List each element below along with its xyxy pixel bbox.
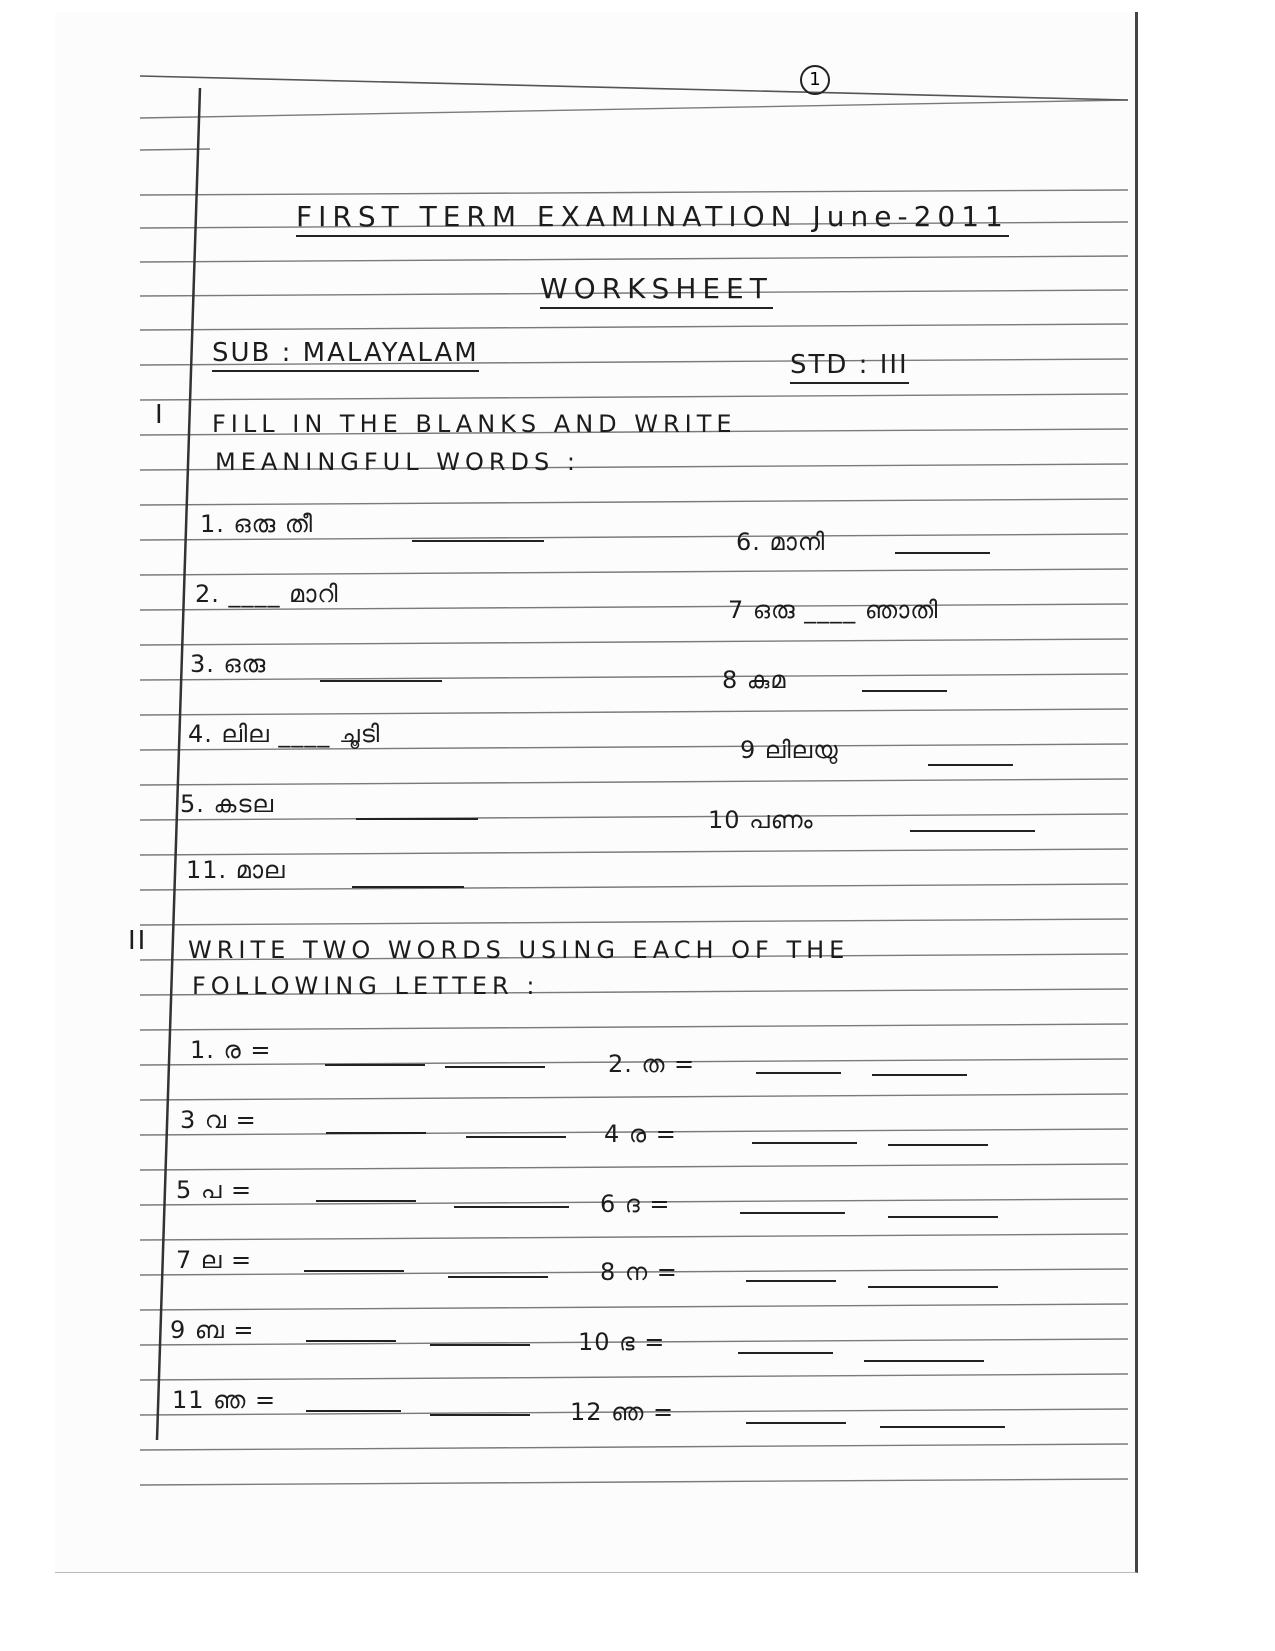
letter-item-1: 1. ര = [190, 1036, 272, 1064]
standard-label: STD : III [790, 350, 909, 384]
fill-item-10: 10 പണം [708, 806, 814, 834]
answer-blank[interactable] [928, 764, 1013, 766]
letter-item-9: 9 ബ = [170, 1316, 255, 1344]
fill-item-4: 4. ലില ____ ചൂടി [188, 720, 381, 748]
fill-item-6: 6. മാനി [736, 528, 826, 556]
letter-item-3: 3 വ = [180, 1106, 257, 1134]
fill-item-11: 11. മാല [186, 856, 286, 884]
answer-blank[interactable] [880, 1426, 1005, 1428]
letter-item-6: 6 ദ = [600, 1190, 671, 1218]
answer-blank[interactable] [910, 830, 1035, 832]
answer-blank[interactable] [356, 818, 478, 820]
answer-blank[interactable] [756, 1072, 841, 1074]
answer-blank[interactable] [325, 1064, 425, 1066]
letter-item-12: 12 ഞ = [570, 1398, 675, 1426]
answer-blank[interactable] [872, 1074, 967, 1076]
letter-item-5: 5 പ = [176, 1176, 253, 1204]
answer-blank[interactable] [412, 540, 544, 542]
fill-item-8: 8 കുമ [722, 666, 787, 694]
fill-item-5: 5. കടല [180, 790, 275, 818]
answer-blank[interactable] [888, 1216, 998, 1218]
answer-blank[interactable] [445, 1066, 545, 1068]
answer-blank[interactable] [746, 1422, 846, 1424]
answer-blank[interactable] [306, 1340, 396, 1342]
answer-blank[interactable] [306, 1410, 401, 1412]
answer-blank[interactable] [430, 1344, 530, 1346]
answer-blank[interactable] [888, 1144, 988, 1146]
section-2-heading-cont: FOLLOWING LETTER : [192, 972, 540, 1000]
answer-blank[interactable] [430, 1414, 530, 1416]
fill-item-2: 2. ____ മാറി [195, 580, 339, 608]
letter-item-2: 2. ത = [608, 1050, 696, 1078]
fill-item-9: 9 ലിലയു [740, 736, 839, 764]
answer-blank[interactable] [466, 1136, 566, 1138]
answer-blank[interactable] [316, 1200, 416, 1202]
letter-item-10: 10 ഭ = [578, 1328, 666, 1356]
answer-blank[interactable] [746, 1280, 836, 1282]
section-1-heading: FILL IN THE BLANKS AND WRITE [212, 410, 737, 438]
exam-title: FIRST TERM EXAMINATION June-2011 [296, 200, 1009, 237]
answer-blank[interactable] [864, 1360, 984, 1362]
section-2-heading: WRITE TWO WORDS USING EACH OF THE [188, 936, 850, 964]
answer-blank[interactable] [868, 1286, 998, 1288]
answer-blank[interactable] [895, 552, 990, 554]
answer-blank[interactable] [740, 1212, 845, 1214]
letter-item-8: 8 ന = [600, 1258, 678, 1286]
fill-item-7: 7 ഒരു ____ ഞാതി [728, 596, 939, 624]
answer-blank[interactable] [352, 886, 464, 888]
answer-blank[interactable] [752, 1142, 857, 1144]
answer-blank[interactable] [326, 1132, 426, 1134]
letter-item-4: 4 ര = [604, 1120, 677, 1148]
fill-item-1: 1. ഒരു തീ [200, 510, 314, 538]
section-1-numeral: I [155, 400, 165, 430]
subject-label: SUB : MALAYALAM [212, 338, 479, 372]
page-number: 1 [800, 65, 830, 95]
answer-blank[interactable] [454, 1206, 569, 1208]
answer-blank[interactable] [862, 690, 947, 692]
answer-blank[interactable] [304, 1270, 404, 1272]
letter-item-11: 11 ഞ = [172, 1386, 277, 1414]
fill-item-3: 3. ഒരു [190, 650, 267, 678]
worksheet-title: WORKSHEET [540, 272, 773, 309]
answer-blank[interactable] [738, 1352, 833, 1354]
answer-blank[interactable] [320, 680, 442, 682]
section-1-heading-cont: MEANINGFUL WORDS : [215, 448, 580, 476]
letter-item-7: 7 ല = [176, 1246, 253, 1274]
section-2-numeral: II [128, 926, 148, 956]
answer-blank[interactable] [448, 1276, 548, 1278]
